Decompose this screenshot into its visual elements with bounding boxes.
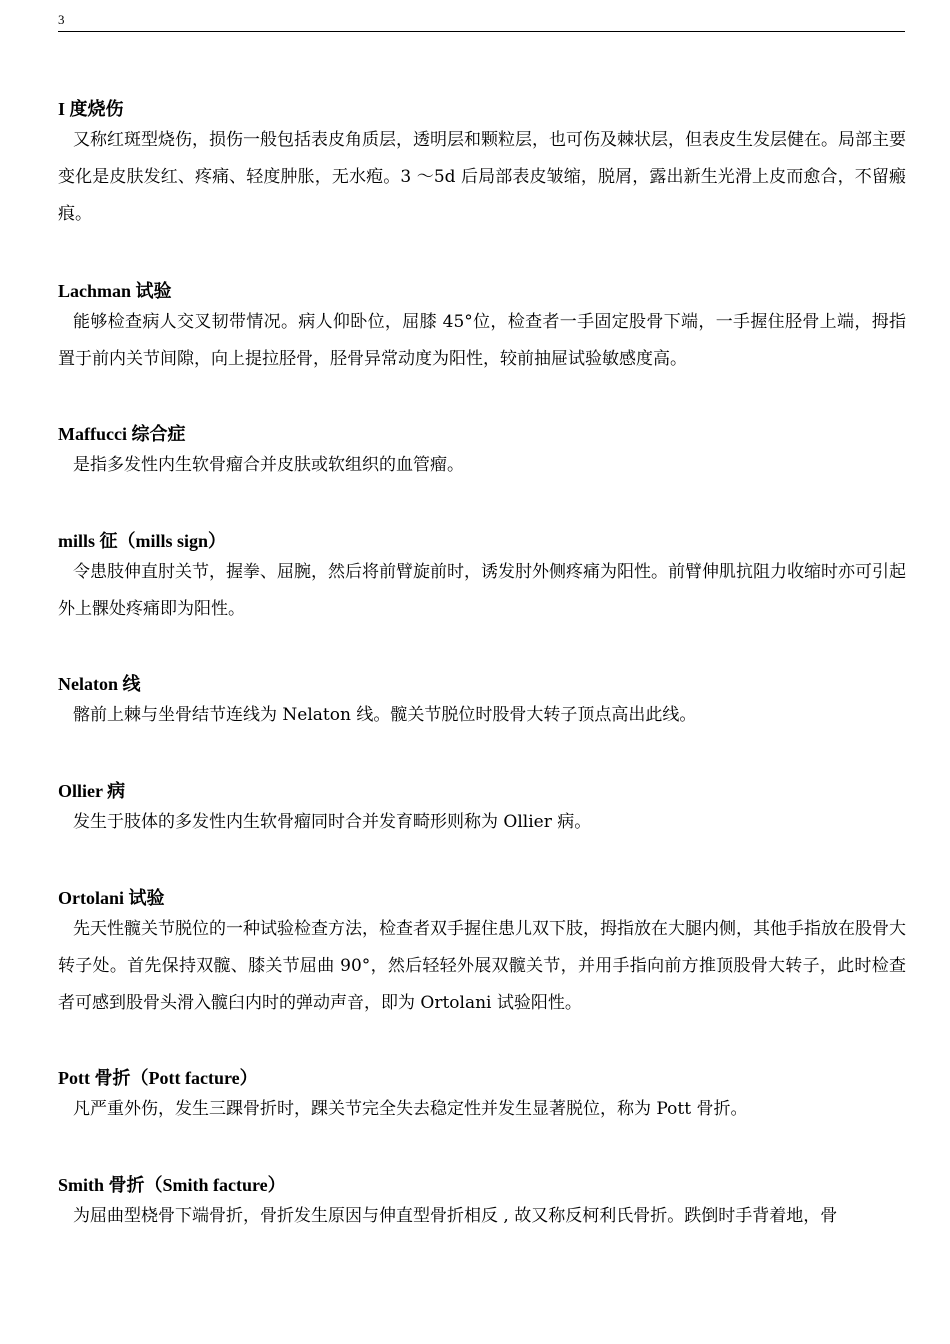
glossary-entry — [58, 528, 906, 628]
glossary-entry — [58, 778, 591, 841]
glossary-entry — [58, 885, 906, 1022]
entry-definition: 先天性髋关节脱位的一种试验检查方法，检查者双手握住患儿双下肢，拇指放在大腿内侧，其他手指放在股骨大转子处。首先保持双髋、膝关节屈曲 90°，然后轻轻外展双髋关节，并用手指向前方推顶股骨大转子，此时检查者可感到股骨头滑入髋臼内时的弹动声音，即为 Ortolani 试验阳性。 — [58, 919, 906, 1013]
entry-term: Nelaton 线 — [58, 674, 141, 694]
glossary-entry — [58, 671, 696, 734]
entry-term: Smith 骨折（Smith facture） — [58, 1175, 286, 1195]
glossary-entry — [58, 421, 464, 484]
entry-term: Ortolani 试验 — [58, 888, 165, 908]
entry-term: I 度烧伤 — [58, 99, 124, 119]
entry-definition: 能够检查病人交叉韧带情况。病人仰卧位，屈膝 45°位，检查者一手固定股骨下端，一手握住胫骨上端，拇指置于前内关节间隙，向上提拉胫骨，胫骨异常动度为阳性，较前抽屉试验敏感度高。 — [58, 312, 906, 369]
entry-term: Ollier 病 — [58, 781, 126, 801]
entry-definition: 髂前上棘与坐骨结节连线为 Nelaton 线。髋关节脱位时股骨大转子顶点高出此线。 — [73, 705, 697, 725]
entry-definition: 是指多发性内生软骨瘤合并皮肤或软组织的血管瘤。 — [73, 455, 464, 475]
entry-definition: 又称红斑型烧伤，损伤一般包括表皮角质层，透明层和颗粒层，也可伤及棘状层，但表皮生发层健在。局部主要变化是皮肤发红、疼痛、轻度肿胀，无水疱。3 ～5d 后局部表皮皱缩，脱屑，露出新生光滑上皮而愈合，不留瘢痕。 — [58, 130, 906, 224]
entry-term: mills 征（mills sign） — [58, 531, 227, 551]
glossary-entry — [58, 1065, 747, 1128]
entry-term: Lachman 试验 — [58, 281, 172, 301]
glossary-entry — [58, 96, 906, 233]
page-number: 3 — [58, 12, 65, 27]
entry-term: Pott 骨折（Pott facture） — [58, 1068, 258, 1088]
glossary-entry — [58, 1172, 837, 1235]
entry-definition: 发生于肢体的多发性内生软骨瘤同时合并发育畸形则称为 Ollier 病。 — [73, 812, 592, 832]
entry-definition: 为屈曲型桡骨下端骨折，骨折发生原因与伸直型骨折相反 , 故又称反柯利氏骨折。跌倒时手背着地，骨 — [73, 1206, 838, 1226]
page-header — [58, 12, 905, 32]
glossary-entry — [58, 278, 906, 378]
entry-definition: 凡严重外伤，发生三踝骨折时，踝关节完全失去稳定性并发生显著脱位，称为 Pott 骨折。 — [73, 1099, 748, 1119]
entry-definition: 令患肢伸直肘关节，握拳、屈腕，然后将前臂旋前时，诱发肘外侧疼痛为阳性。前臂伸肌抗阻力收缩时亦可引起外上髁处疼痛即为阳性。 — [58, 562, 906, 619]
entry-term: Maffucci 综合症 — [58, 424, 186, 444]
